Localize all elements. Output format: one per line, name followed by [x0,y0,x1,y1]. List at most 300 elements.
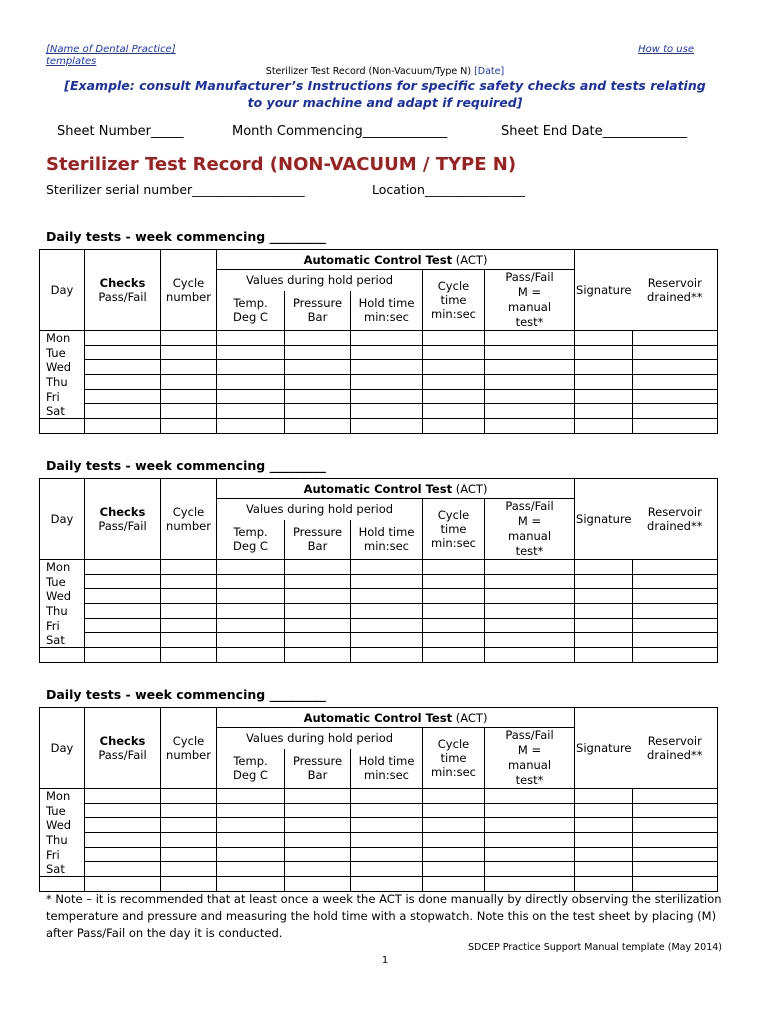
day-cell: Tue [40,574,85,589]
entry-cell[interactable] [633,833,718,848]
entry-cell[interactable] [351,560,423,575]
example-instruction [40,77,730,111]
pressure-header [285,749,351,789]
table-row [40,618,718,633]
entry-cell[interactable] [85,331,161,346]
entry-cell[interactable] [285,648,351,663]
entry-cell[interactable] [85,818,161,833]
entry-cell[interactable] [575,818,633,833]
entry-cell[interactable] [285,833,351,848]
cycle-time-l3: min:sec [431,765,476,779]
entry-cell[interactable] [351,648,423,663]
entry-cell[interactable] [351,331,423,346]
entry-cell[interactable] [423,847,485,862]
entry-cell[interactable] [351,404,423,419]
entry-cell[interactable] [85,803,161,818]
entry-cell[interactable] [85,877,161,892]
entry-cell[interactable] [485,847,575,862]
pf-l4: test* [515,773,544,787]
act-header [217,479,575,499]
entry-cell[interactable] [633,862,718,877]
how-to-use-link[interactable]: How to use [638,44,694,55]
entry-cell[interactable] [575,633,633,648]
entry-cell[interactable] [85,574,161,589]
reservoir-header [633,708,718,789]
entry-cell[interactable] [85,789,161,804]
temp-header [217,291,285,331]
entry-cell[interactable] [161,589,217,604]
entry-cell[interactable] [485,862,575,877]
entry-cell[interactable] [351,877,423,892]
entry-cell[interactable] [285,360,351,375]
day-cell [40,419,85,434]
hold-time-header [351,749,423,789]
entry-cell[interactable] [575,877,633,892]
entry-cell[interactable] [575,560,633,575]
entry-cell[interactable] [217,833,285,848]
bar-label: Bar [307,310,328,325]
pf-l4: test* [515,315,544,329]
entry-cell[interactable] [85,833,161,848]
entry-cell[interactable] [485,331,575,346]
entry-cell[interactable] [633,789,718,804]
entry-cell[interactable] [423,633,485,648]
day-cell [40,648,85,663]
temp-label: Temp. [233,754,268,769]
number-label: number [166,519,211,533]
pf-l1: Pass/Fail [505,270,554,284]
entry-cell[interactable] [485,604,575,619]
entry-cell[interactable] [575,618,633,633]
example-line-2: to your machine and adapt if required] [247,95,523,110]
entry-cell[interactable] [423,419,485,434]
entry-cell[interactable] [85,419,161,434]
month-commencing-field: Month Commencing_____________ [232,124,448,139]
entry-cell[interactable] [285,789,351,804]
entry-cell[interactable] [633,360,718,375]
hold-period-header [217,270,423,291]
hold-period-label: Values during hold period [245,502,394,517]
checks-label: Checks [99,505,146,519]
page-number: 1 [381,955,389,966]
checks-header [85,250,161,331]
entry-cell[interactable] [485,345,575,360]
entry-cell[interactable] [351,618,423,633]
entry-cell[interactable] [351,574,423,589]
entry-cell[interactable] [285,331,351,346]
day-cell: Sat [40,862,85,877]
entry-cell[interactable] [351,589,423,604]
entry-cell[interactable] [161,404,217,419]
entry-cell[interactable] [575,589,633,604]
entry-cell[interactable] [85,633,161,648]
entry-cell[interactable] [161,604,217,619]
act-pass-fail-header [485,270,575,331]
entry-cell[interactable] [217,648,285,663]
signature-header [575,479,633,560]
hold-min-sec-label: min:sec [364,768,409,783]
entry-cell[interactable] [423,604,485,619]
entry-cell[interactable] [633,818,718,833]
entry-cell[interactable] [285,803,351,818]
day-cell: Wed [40,360,85,375]
sheet-number-field: Sheet Number_____ [57,124,184,139]
pf-l3: manual [507,758,552,772]
entry-cell[interactable] [217,345,285,360]
day-cell: Fri [40,618,85,633]
entry-cell[interactable] [575,419,633,434]
entry-cell[interactable] [633,847,718,862]
entry-cell[interactable] [351,803,423,818]
entry-cell[interactable] [485,789,575,804]
entry-cell[interactable] [633,331,718,346]
act-pass-fail-header [485,499,575,560]
entry-cell[interactable] [85,360,161,375]
cycle-label: Cycle [172,505,205,519]
entry-cell[interactable] [285,633,351,648]
entry-cell[interactable] [633,419,718,434]
table-row [40,574,718,589]
entry-cell[interactable] [633,560,718,575]
entry-cell[interactable] [485,389,575,404]
entry-cell[interactable] [285,574,351,589]
cycle-time-l1: Cycle [437,737,470,751]
entry-cell[interactable] [633,389,718,404]
entry-cell[interactable] [485,633,575,648]
temp-header [217,749,285,789]
entry-cell[interactable] [351,604,423,619]
entry-cell[interactable] [285,862,351,877]
entry-cell[interactable] [85,345,161,360]
entry-cell[interactable] [217,877,285,892]
number-label: number [166,748,211,762]
day-cell: Thu [40,604,85,619]
pf-l4: test* [515,544,544,558]
entry-cell[interactable] [285,419,351,434]
pf-l3: manual [507,529,552,543]
entry-cell[interactable] [217,847,285,862]
entry-cell[interactable] [633,633,718,648]
entry-cell[interactable] [351,633,423,648]
checks-label: Checks [99,734,146,748]
entry-cell[interactable] [485,560,575,575]
hold-period-label: Values during hold period [245,731,394,746]
record-type-line [0,66,770,77]
table-row [40,862,718,877]
entry-cell[interactable] [351,818,423,833]
entry-cell[interactable] [575,404,633,419]
entry-cell[interactable] [285,560,351,575]
table-row [40,560,718,575]
entry-cell[interactable] [161,648,217,663]
entry-cell[interactable] [161,833,217,848]
entry-cell[interactable] [423,560,485,575]
entry-cell[interactable] [85,862,161,877]
entry-cell[interactable] [633,345,718,360]
deg-c-label: Deg C [233,768,268,783]
entry-cell[interactable] [423,345,485,360]
entry-cell[interactable] [161,789,217,804]
day-cell: Mon [40,560,85,575]
entry-cell[interactable] [423,389,485,404]
act-title: Automatic Control Test [303,481,453,496]
entry-cell[interactable] [217,419,285,434]
number-label: number [166,290,211,304]
cycle-number-header [161,708,217,789]
entry-cell[interactable] [485,648,575,663]
day-cell: Mon [40,331,85,346]
entry-cell[interactable] [85,648,161,663]
entry-cell[interactable] [575,789,633,804]
entry-cell[interactable] [633,574,718,589]
entry-cell[interactable] [423,589,485,604]
entry-cell[interactable] [85,847,161,862]
entry-cell[interactable] [217,862,285,877]
entry-cell[interactable] [423,404,485,419]
entry-cell[interactable] [423,818,485,833]
entry-cell[interactable] [161,847,217,862]
entry-cell[interactable] [217,818,285,833]
entry-cell[interactable] [575,360,633,375]
daily-test-table-2 [39,478,718,663]
cycle-number-header [161,250,217,331]
entry-cell[interactable] [485,419,575,434]
entry-cell[interactable] [85,375,161,390]
entry-cell[interactable] [161,375,217,390]
record-type: Sterilizer Test Record (Non-Vacuum/Type N) [265,66,472,77]
entry-cell[interactable] [161,331,217,346]
entry-cell[interactable] [351,833,423,848]
entry-cell[interactable] [161,803,217,818]
entry-cell[interactable] [217,633,285,648]
hold-min-sec-label: min:sec [364,310,409,325]
entry-cell[interactable] [285,404,351,419]
signature-label: Signature [576,741,632,755]
example-line-1: [Example: consult Manufacturer’s Instructions for specific safety checks and tests relating [64,78,706,93]
entry-cell[interactable] [217,789,285,804]
cycle-time-l2: time [440,751,467,765]
week-commencing-label-3: Daily tests - week commencing _________ [46,687,326,702]
entry-cell[interactable] [575,862,633,877]
entry-cell[interactable] [351,789,423,804]
entry-cell[interactable] [85,560,161,575]
day-header-label: Day [50,283,74,297]
entry-cell[interactable] [85,604,161,619]
bar-label: Bar [307,539,328,554]
entry-cell[interactable] [351,375,423,390]
entry-cell[interactable] [633,404,718,419]
entry-cell[interactable] [217,331,285,346]
table-row [40,847,718,862]
entry-cell[interactable] [485,360,575,375]
entry-cell[interactable] [217,360,285,375]
entry-cell[interactable] [485,404,575,419]
entry-cell[interactable] [485,574,575,589]
act-title: Automatic Control Test [303,710,453,725]
entry-cell[interactable] [485,589,575,604]
entry-cell[interactable] [633,618,718,633]
pf-l1: Pass/Fail [505,728,554,742]
entry-cell[interactable] [217,560,285,575]
day-cell: Wed [40,818,85,833]
pressure-label: Pressure [292,754,343,769]
entry-cell[interactable] [351,847,423,862]
table-row [40,345,718,360]
day-cell: Thu [40,375,85,390]
entry-cell[interactable] [217,803,285,818]
entry-cell[interactable] [285,618,351,633]
table-row [40,360,718,375]
day-header [40,250,85,331]
day-cell: Wed [40,589,85,604]
day-header [40,708,85,789]
practice-name-line2[interactable]: templates [46,56,97,67]
day-cell: Sat [40,404,85,419]
table-row [40,331,718,346]
entry-cell[interactable] [217,604,285,619]
entry-cell[interactable] [285,877,351,892]
entry-cell[interactable] [575,375,633,390]
entry-cell[interactable] [161,360,217,375]
entry-cell[interactable] [485,803,575,818]
entry-cell[interactable] [485,877,575,892]
practice-name-placeholder [46,44,176,68]
entry-cell[interactable] [633,877,718,892]
entry-cell[interactable] [423,574,485,589]
entry-cell[interactable] [423,862,485,877]
entry-cell[interactable] [485,833,575,848]
table-row [40,604,718,619]
entry-cell[interactable] [217,404,285,419]
entry-cell[interactable] [285,375,351,390]
checks-label: Checks [99,276,146,290]
day-cell: Tue [40,345,85,360]
entry-cell[interactable] [285,604,351,619]
entry-cell[interactable] [485,375,575,390]
table-row [40,648,718,663]
reservoir-label: Reservoir [647,734,702,748]
entry-cell[interactable] [161,862,217,877]
entry-cell[interactable] [351,345,423,360]
entry-cell[interactable] [423,360,485,375]
entry-cell[interactable] [285,818,351,833]
entry-cell[interactable] [633,589,718,604]
daily-test-table-3 [39,707,718,892]
entry-cell[interactable] [161,633,217,648]
entry-cell[interactable] [285,389,351,404]
entry-cell[interactable] [161,618,217,633]
cycle-time-l2: time [440,293,467,307]
entry-cell[interactable] [633,375,718,390]
cycle-number-header [161,479,217,560]
entry-cell[interactable] [423,877,485,892]
entry-cell[interactable] [423,331,485,346]
entry-cell[interactable] [633,803,718,818]
act-title: Automatic Control Test [303,252,453,267]
entry-cell[interactable] [351,360,423,375]
entry-cell[interactable] [575,604,633,619]
entry-cell[interactable] [161,389,217,404]
cycle-time-header [423,499,485,560]
entry-cell[interactable] [161,345,217,360]
entry-cell[interactable] [575,648,633,663]
entry-cell[interactable] [485,618,575,633]
entry-cell[interactable] [423,803,485,818]
entry-cell[interactable] [217,574,285,589]
entry-cell[interactable] [423,375,485,390]
entry-cell[interactable] [575,833,633,848]
page-title: Sterilizer Test Record (NON-VACUUM / TYPE N) [46,154,517,175]
entry-cell[interactable] [217,375,285,390]
entry-cell[interactable] [85,618,161,633]
entry-cell[interactable] [351,389,423,404]
entry-cell[interactable] [217,389,285,404]
hold-time-label: Hold time [358,754,415,769]
entry-cell[interactable] [161,877,217,892]
day-header-label: Day [50,512,74,526]
entry-cell[interactable] [633,604,718,619]
entry-cell[interactable] [423,789,485,804]
hold-period-header [217,499,423,520]
entry-cell[interactable] [85,589,161,604]
entry-cell[interactable] [575,803,633,818]
entry-cell[interactable] [575,847,633,862]
entry-cell[interactable] [575,331,633,346]
sheet-end-date-field: Sheet End Date_____________ [501,124,688,139]
entry-cell[interactable] [161,419,217,434]
entry-cell[interactable] [423,833,485,848]
entry-cell[interactable] [161,818,217,833]
cycle-time-l2: time [440,522,467,536]
entry-cell[interactable] [485,818,575,833]
entry-cell[interactable] [217,589,285,604]
pressure-label: Pressure [292,525,343,540]
table-row [40,818,718,833]
deg-c-label: Deg C [233,539,268,554]
hold-period-header [217,728,423,749]
hold-time-label: Hold time [358,296,415,311]
table-row [40,404,718,419]
entry-cell[interactable] [351,862,423,877]
cycle-time-header [423,728,485,789]
entry-cell[interactable] [575,389,633,404]
reservoir-header [633,479,718,560]
entry-cell[interactable] [217,618,285,633]
act-header [217,250,575,270]
entry-cell[interactable] [285,345,351,360]
hold-period-label: Values during hold period [245,273,394,288]
pf-l1: Pass/Fail [505,499,554,513]
entry-cell[interactable] [161,574,217,589]
entry-cell[interactable] [85,389,161,404]
entry-cell[interactable] [161,560,217,575]
table-row [40,803,718,818]
pf-l3: manual [507,300,552,314]
manual-test-note: * Note – it is recommended that at least once a week the ACT is done manually by directly observing the sterilization temperature and pressure and measuring the hold time with a stopwatch. Note this on the test sheet by placing (M) after Pass/Fail on the day it is conducted. [46,892,722,940]
entry-cell[interactable] [423,648,485,663]
entry-cell[interactable] [285,847,351,862]
entry-cell[interactable] [575,574,633,589]
checks-pass-fail-label: Pass/Fail [98,290,147,304]
entry-cell[interactable] [85,404,161,419]
cycle-label: Cycle [172,734,205,748]
entry-cell[interactable] [423,618,485,633]
table-row [40,833,718,848]
entry-cell[interactable] [575,345,633,360]
entry-cell[interactable] [285,589,351,604]
entry-cell[interactable] [351,419,423,434]
entry-cell[interactable] [633,648,718,663]
